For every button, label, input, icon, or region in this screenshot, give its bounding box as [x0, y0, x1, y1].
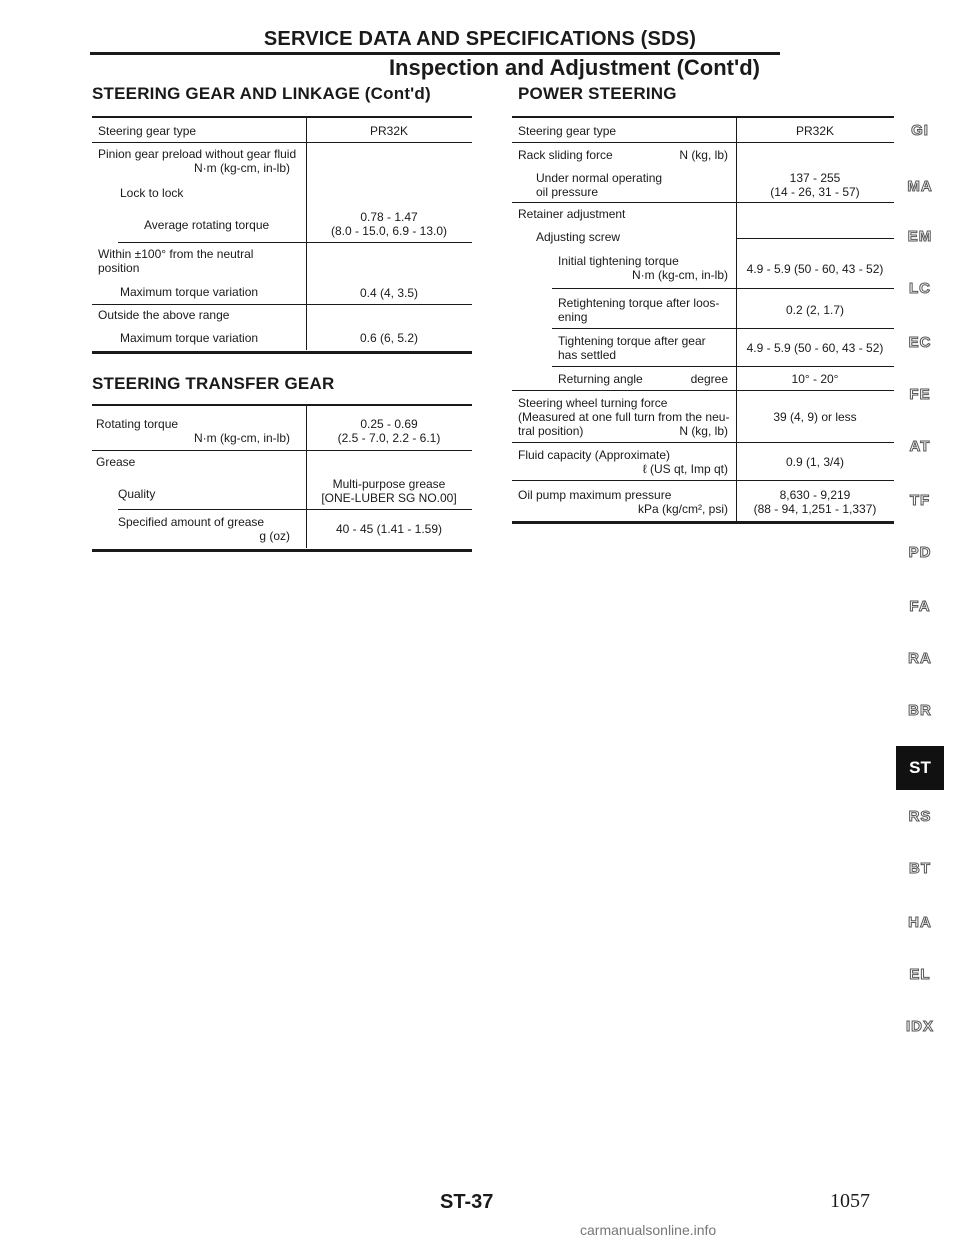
row-divider [92, 450, 472, 451]
row-unit: degree [690, 372, 728, 386]
row-label: Pinion gear preload without gear fluid [98, 147, 297, 161]
table-top-rule [92, 404, 472, 406]
row-value: 0.78 - 1.47 [360, 210, 418, 224]
side-tab-tf[interactable]: TF [909, 492, 931, 509]
row-label: Fluid capacity (Approximate) [518, 448, 671, 462]
table-top-rule [512, 116, 894, 118]
row-unit: ℓ (US qt, Imp qt) [642, 462, 728, 476]
row-value: 137 - 255 [789, 171, 841, 185]
table-bottom-rule [92, 351, 472, 354]
row-label: Retightening torque after loos- [558, 296, 720, 310]
row-value: 0.25 - 0.69 [360, 417, 418, 431]
row-value: Multi-purpose grease [332, 477, 446, 491]
section-title-transfer-gear: STEERING TRANSFER GEAR [92, 374, 335, 393]
row-unit: N·m (kg-cm, in-lb) [632, 268, 728, 282]
row-value: [ONE-LUBER SG NO.00] [321, 491, 457, 505]
side-tab-st-active[interactable]: ST [896, 746, 944, 790]
row-divider [512, 480, 894, 481]
row-sublabel: Quality [118, 487, 156, 501]
section-title-linkage: STEERING GEAR AND LINKAGE (Cont'd) [92, 84, 431, 103]
row-divider [512, 442, 894, 443]
row-unit: N·m (kg-cm, in-lb) [194, 431, 290, 445]
row-value: 0.9 (1, 3/4) [785, 455, 845, 469]
row-divider [512, 142, 894, 143]
sheet-number: 1057 [830, 1190, 870, 1212]
row-label: Grease [96, 455, 136, 469]
row-value: 8,630 - 9,219 [779, 488, 851, 502]
table-bottom-rule [512, 521, 894, 524]
row-value: 10° - 20° [791, 372, 839, 386]
row-label: Returning angle [558, 372, 643, 386]
side-tab-at[interactable]: AT [909, 438, 931, 455]
row-label: (Measured at one full turn from the neu- [518, 410, 730, 424]
table-bottom-rule [92, 549, 472, 552]
row-unit: N·m (kg-cm, in-lb) [194, 161, 290, 175]
row-value: 39 (4, 9) or less [773, 410, 857, 424]
row-value: 0.4 (4, 3.5) [359, 286, 419, 300]
row-label: Steering wheel turning force [518, 396, 668, 410]
side-tab-pd[interactable]: PD [908, 544, 932, 561]
row-value: 0.6 (6, 5.2) [359, 331, 419, 345]
row-unit: N (kg, lb) [679, 148, 728, 162]
side-tab-idx[interactable]: IDX [905, 1018, 934, 1035]
table-top-rule [92, 116, 472, 118]
row-unit: N (kg, lb) [679, 424, 728, 438]
row-label: Initial tightening torque [558, 254, 679, 268]
row-label: Oil pump maximum pressure [518, 488, 672, 502]
side-tab-fa[interactable]: FA [909, 598, 931, 615]
side-tab-lc[interactable]: LC [909, 280, 931, 297]
side-tab-em[interactable]: EM [907, 228, 933, 245]
page-header-title: SERVICE DATA AND SPECIFICATIONS (SDS) [263, 28, 697, 50]
row-divider [92, 304, 472, 305]
side-tab-gi[interactable]: GI [911, 122, 929, 139]
row-value: (8.0 - 15.0, 6.9 - 13.0) [330, 224, 448, 238]
row-divider [118, 242, 472, 243]
section-title-power-steering: POWER STEERING [518, 84, 677, 103]
row-divider [552, 366, 894, 367]
side-tab-bt[interactable]: BT [909, 860, 931, 877]
row-label: Outside the above range [98, 308, 230, 322]
row-value: (2.5 - 7.0, 2.2 - 6.1) [337, 431, 441, 445]
row-value: (14 - 26, 31 - 57) [770, 185, 860, 199]
side-tab-ha[interactable]: HA [908, 914, 932, 931]
side-tab-rs[interactable]: RS [908, 808, 932, 825]
row-value: 40 - 45 (1.41 - 1.59) [335, 522, 443, 536]
side-tab-ma[interactable]: MA [907, 178, 933, 195]
row-value: 4.9 - 5.9 (50 - 60, 43 - 52) [746, 262, 884, 276]
row-label: has settled [558, 348, 617, 362]
row-unit: g (oz) [259, 529, 290, 543]
page-header-subtitle: Inspection and Adjustment (Cont'd) [388, 55, 760, 80]
row-divider [92, 142, 472, 143]
page-code: ST-37 [440, 1191, 494, 1213]
row-value: PR32K [369, 124, 409, 138]
row-sublabel: Maximum torque variation [120, 285, 259, 299]
row-sublabel: Under normal operating [536, 171, 663, 185]
row-divider [512, 390, 894, 391]
row-sublabel: Adjusting screw [536, 230, 621, 244]
row-divider [512, 202, 894, 203]
row-label: tral position) [518, 424, 584, 438]
side-tab-br[interactable]: BR [908, 702, 932, 719]
row-label: Specified amount of grease [118, 515, 265, 529]
row-label: Tightening torque after gear [558, 334, 706, 348]
side-tab-el[interactable]: EL [909, 966, 931, 983]
row-value: 0.2 (2, 1.7) [785, 303, 845, 317]
linkage-table [92, 116, 472, 356]
row-label: Steering gear type [98, 124, 197, 138]
side-tab-ec[interactable]: EC [908, 334, 932, 351]
row-value: PR32K [795, 124, 835, 138]
row-unit: kPa (kg/cm², psi) [637, 502, 728, 516]
row-divider [552, 288, 894, 289]
row-label: Retainer adjustment [518, 207, 626, 221]
row-label: Rotating torque [96, 417, 179, 431]
row-label: Lock to lock [120, 186, 184, 200]
row-value: (88 - 94, 1,251 - 1,337) [753, 502, 877, 516]
transfer-gear-table [92, 404, 472, 554]
row-label: Rack sliding force [518, 148, 613, 162]
power-steering-table [512, 116, 894, 526]
row-label: Steering gear type [518, 124, 617, 138]
row-label: ening [558, 310, 588, 324]
row-divider [552, 328, 894, 329]
row-label: Within ±100° from the neutral [98, 247, 254, 261]
row-divider [736, 238, 894, 239]
side-tab-ra[interactable]: RA [908, 650, 932, 667]
row-value: 4.9 - 5.9 (50 - 60, 43 - 52) [746, 341, 884, 355]
watermark-text: carmanualsonline.info [580, 1222, 717, 1238]
row-label: position [98, 261, 140, 275]
row-sublabel: oil pressure [536, 185, 599, 199]
row-divider [118, 509, 472, 510]
row-sublabel: Average rotating torque [144, 218, 270, 232]
row-sublabel: Maximum torque variation [120, 331, 259, 345]
side-tab-fe[interactable]: FE [909, 386, 931, 403]
